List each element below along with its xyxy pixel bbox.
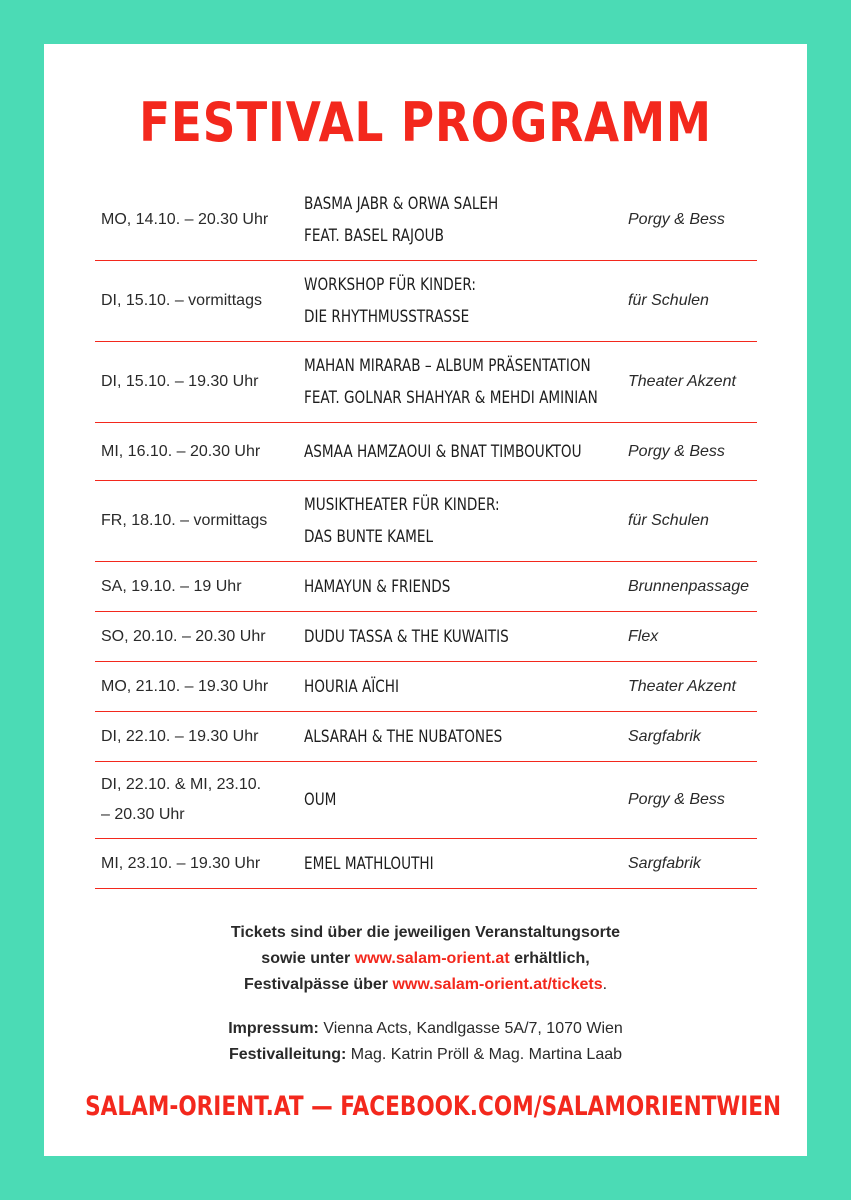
program-date — [95, 770, 304, 830]
ticket-line-2: sowie unter www.salam-orient.at erhältlich, — [261, 950, 590, 967]
program-event-line: EMEL MATHLOUTHI — [304, 853, 434, 874]
imprint-line: Impressum: Vienna Acts, Kandlgasse 5A/7, 1070 Wien — [228, 1020, 623, 1037]
program-event — [304, 436, 582, 468]
program-row — [95, 180, 757, 261]
program-venue: Flex — [628, 627, 659, 645]
program-event — [304, 671, 563, 703]
program-venue: Theater Akzent — [628, 677, 736, 695]
ticket-line-3: Festivalpässe über www.salam-orient.at/tickets. — [243, 976, 608, 993]
program-row — [95, 612, 757, 662]
program-event-line: DIE RHYTHMUSSTRASSE — [304, 307, 470, 327]
program-venue: Porgy & Bess — [628, 791, 725, 808]
page-title: FESTIVAL PROGRAMM — [139, 91, 712, 154]
program-date-line: MO, 21.10. – 19.30 Uhr — [101, 677, 269, 695]
program-date-line: SO, 20.10. – 20.30 Uhr — [101, 627, 266, 645]
program-event-line: MUSIKTHEATER FÜR KINDER: — [304, 495, 500, 515]
program-date-line: MI, 16.10. – 20.30 Uhr — [101, 442, 261, 460]
program-date-line: DI, 22.10. & MI, 23.10. — [101, 776, 262, 793]
program-date-line: DI, 15.10. – vormittags — [101, 292, 262, 309]
program-row — [95, 342, 757, 423]
footer-links: SALAM-ORIENT.AT — FACEBOOK.COM/SALAMORIENTWIEN — [85, 1091, 782, 1122]
ticket-line-1: Tickets sind über die jeweiligen Veranstaltungsorte — [230, 924, 621, 941]
program-date — [95, 672, 304, 702]
program-venue: Brunnenpassage — [628, 577, 749, 595]
program-event-line: DUDU TASSA & THE KUWAITIS — [304, 626, 509, 647]
program-event-line: HAMAYUN & FRIENDS — [304, 576, 451, 597]
imprint — [44, 1016, 807, 1068]
program-event-line: FEAT. GOLNAR SHAHYAR & MEHDI AMINIAN — [304, 388, 598, 408]
program-venue: Sargfabrik — [628, 854, 701, 872]
website-link[interactable]: www.salam-orient.at — [354, 950, 510, 967]
program-date-line: FR, 18.10. – vormittags — [101, 512, 268, 529]
program-venue: Porgy & Bess — [628, 211, 725, 228]
program-date — [95, 506, 304, 536]
program-event — [304, 489, 563, 553]
program-event — [304, 784, 563, 816]
program-row — [95, 839, 757, 889]
ticket-info — [44, 920, 807, 1068]
program-venue: Porgy & Bess — [628, 442, 725, 460]
program-date — [95, 722, 304, 752]
program-date-line: SA, 19.10. – 19 Uhr — [101, 577, 242, 595]
program-venue: für Schulen — [628, 292, 709, 309]
program-event-line: ASMAA HAMZAOUI & BNAT TIMBOUKTOU — [304, 441, 582, 462]
program-event-line: ALSARAH & THE NUBATONES — [304, 726, 503, 747]
program-event — [304, 621, 563, 653]
program-date-line: MO, 14.10. – 20.30 Uhr — [101, 211, 269, 228]
program-date-line: DI, 15.10. – 19.30 Uhr — [101, 373, 259, 390]
program-event — [304, 188, 563, 252]
program-date — [95, 437, 304, 467]
program-date — [95, 572, 304, 602]
program-row — [95, 562, 757, 612]
program-date — [95, 849, 304, 879]
program-row — [95, 712, 757, 762]
program-event-line: FEAT. BASEL RAJOUB — [304, 226, 444, 246]
program-date-line: – 20.30 Uhr — [101, 806, 185, 823]
program-row — [95, 423, 757, 481]
program-venue: für Schulen — [628, 512, 709, 529]
program-event — [304, 721, 563, 753]
program-venue: Theater Akzent — [628, 373, 736, 390]
program-table — [95, 180, 757, 889]
program-row — [95, 762, 757, 839]
program-date — [95, 367, 304, 397]
program-event — [304, 269, 563, 333]
program-event-line: MAHAN MIRARAB – ALBUM PRÄSENTATION — [304, 356, 591, 376]
festival-lead-line: Festivalleitung: Mag. Katrin Pröll & Mag. Martina Laab — [228, 1046, 623, 1063]
program-event — [304, 571, 563, 603]
program-row — [95, 662, 757, 712]
program-date-line: DI, 22.10. – 19.30 Uhr — [101, 727, 259, 745]
program-event — [304, 350, 598, 414]
program-date — [95, 205, 304, 235]
program-venue: Sargfabrik — [628, 727, 701, 745]
program-date — [95, 622, 304, 652]
program-event-line: OUM — [304, 790, 337, 810]
program-row — [95, 481, 757, 562]
tickets-link[interactable]: www.salam-orient.at/tickets — [392, 976, 603, 993]
program-event-line: BASMA JABR & ORWA SALEH — [304, 194, 499, 214]
program-event-line: DAS BUNTE KAMEL — [304, 527, 434, 547]
program-event-line: WORKSHOP FÜR KINDER: — [304, 275, 476, 295]
program-row — [95, 261, 757, 342]
program-date-line: MI, 23.10. – 19.30 Uhr — [101, 854, 261, 872]
program-event-line: HOURIA AÏCHI — [304, 676, 400, 697]
program-date — [95, 286, 304, 316]
program-event — [304, 848, 563, 880]
